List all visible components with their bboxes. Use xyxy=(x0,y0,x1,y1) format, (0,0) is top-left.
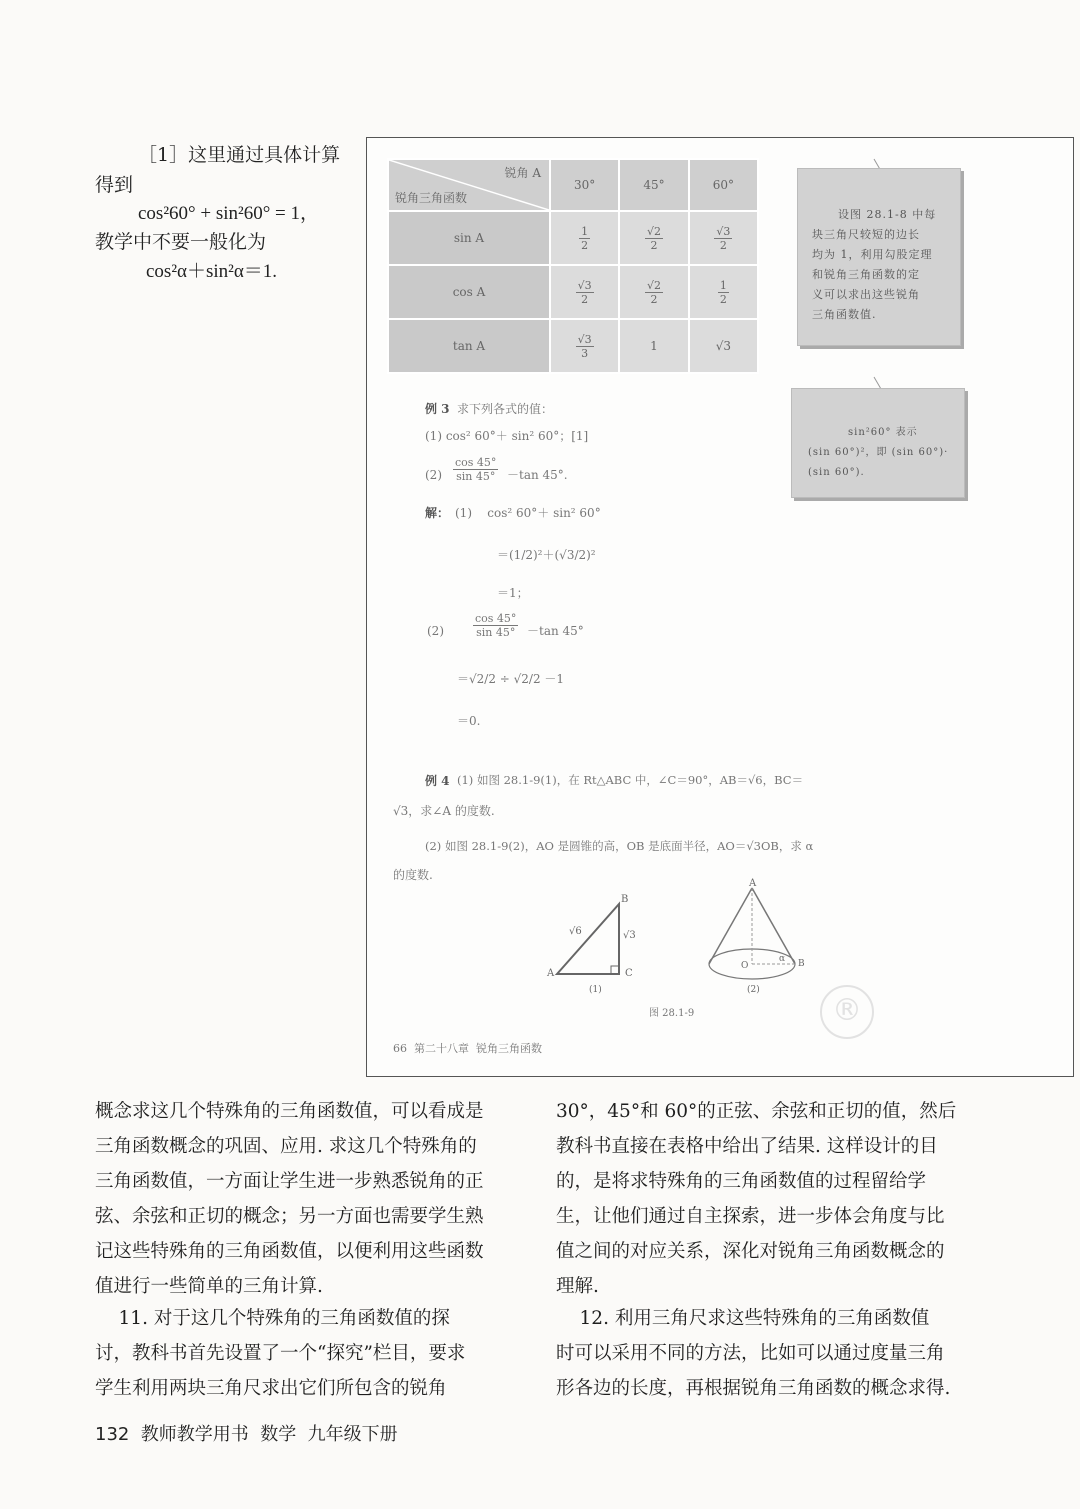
paragraph-line: 三角函数概念的巩固、应用. 求这几个特殊角的 xyxy=(95,1136,477,1157)
side-label-ab: √6 xyxy=(569,926,582,937)
example3-q2-suffix: －tan 45°. xyxy=(507,468,568,482)
paragraph-line: 学生利用两块三角尺求出它们所包含的锐角 xyxy=(95,1378,447,1399)
denominator: 2 xyxy=(719,292,727,306)
table-header-row xyxy=(388,159,758,211)
paragraph-line: 30°，45°和 60°的正弦、余弦和正切的值，然后 xyxy=(556,1101,957,1122)
table-cell xyxy=(689,265,758,319)
vertex-label-a: A xyxy=(547,968,555,979)
denominator: 3 xyxy=(581,346,589,360)
denominator: 2 xyxy=(581,292,589,306)
note-formula: cos²α＋sin²α＝1. xyxy=(146,261,278,282)
paragraph-line: 11. 对于这几个特殊角的三角函数值的探 xyxy=(95,1308,450,1329)
table-cell: 1 xyxy=(619,319,688,373)
vertex-label-b: B xyxy=(621,894,629,905)
cone-angle-label: α xyxy=(779,954,786,964)
denominator: 2 xyxy=(650,238,658,252)
example3-label: 例 3 xyxy=(425,402,450,416)
corner-top-label: 锐角 A xyxy=(504,166,541,180)
cone-edge-label: B xyxy=(798,959,805,969)
sticky-line: 和锐角三角函数的定 xyxy=(812,268,920,281)
registered-watermark-icon: ® xyxy=(820,985,874,1039)
fraction xyxy=(645,279,663,306)
example3-title: 求下列各式的值： xyxy=(457,402,554,416)
example4-line3: (2) 如图 28.1-9(2)，AO 是圆锥的高，OB 是底面半径，AO＝√3OB，求 α xyxy=(425,839,814,853)
solution1-line3: ＝1； xyxy=(497,586,529,600)
sticky-line: sin²60° 表示 xyxy=(848,427,918,438)
example4-label: 例 4 xyxy=(425,774,450,788)
paragraph-line: 生，让他们通过自主探索，进一步体会角度与比 xyxy=(556,1206,945,1227)
figure-28-1-9 xyxy=(537,876,837,996)
numerator: √2 xyxy=(646,224,661,238)
fraction xyxy=(714,225,732,252)
sticky-line: 块三角尺较短的边长 xyxy=(812,228,920,241)
solution2-fraction xyxy=(473,612,518,639)
denominator: 2 xyxy=(719,238,727,252)
note-line: ［1］这里通过具体计算 xyxy=(138,144,341,166)
right-triangle xyxy=(546,894,636,995)
paragraph-line: 教科书直接在表格中给出了结果. 这样设计的目 xyxy=(556,1136,938,1157)
paragraph-line: 12. 利用三角尺求这些特殊角的三角函数值 xyxy=(556,1308,930,1329)
function-name: sin A xyxy=(388,211,550,265)
sticky-note-square xyxy=(791,388,965,498)
figure-caption-2: (2) xyxy=(747,985,760,995)
figure-title: 图 28.1-9 xyxy=(649,1008,695,1019)
solution1-line1: (1) cos² 60°＋ sin² 60° xyxy=(455,506,601,520)
solution2-prefix: (2) xyxy=(427,624,444,638)
table-row xyxy=(388,319,758,373)
paragraph-line: 时可以采用不同的方法，比如可以通过度量三角 xyxy=(556,1343,945,1364)
numerator: 1 xyxy=(581,224,589,238)
paragraph-line: 三角函数值，一方面让学生进一步熟悉锐角的正 xyxy=(95,1171,484,1192)
fraction xyxy=(473,612,518,639)
table-row xyxy=(388,265,758,319)
table-corner-cell xyxy=(388,159,550,211)
cone xyxy=(709,878,805,995)
table-cell xyxy=(619,211,688,265)
numerator: cos 45° xyxy=(475,612,517,625)
solution2-line3: ＝0. xyxy=(457,714,481,728)
fraction xyxy=(645,225,663,252)
fraction xyxy=(579,225,590,252)
denominator: 2 xyxy=(650,292,658,306)
side-label-bc: √3 xyxy=(623,930,636,941)
cone-apex-label: A xyxy=(749,878,757,889)
figure-caption-1: (1) xyxy=(589,985,602,995)
angle-header: 30° xyxy=(550,159,619,211)
fraction xyxy=(576,333,594,360)
textbook-page-footer: 66 第二十八章 锐角三角函数 xyxy=(393,1042,542,1055)
table-cell xyxy=(619,265,688,319)
example4-line4: 的度数. xyxy=(393,868,433,882)
paragraph-line: 值之间的对应关系，深化对锐角三角函数概念的 xyxy=(556,1241,945,1262)
sticky-line: 义可以求出这些锐角 xyxy=(812,288,920,301)
page-footer: 132 教师教学用书 数学 九年级下册 xyxy=(95,1424,398,1445)
numerator: √3 xyxy=(577,332,592,346)
angle-header: 45° xyxy=(619,159,688,211)
solution1-line2: ＝(1/2)²＋(√3/2)² xyxy=(497,548,596,562)
sticky-line: (sin 60°). xyxy=(808,467,865,478)
function-name: cos A xyxy=(388,265,550,319)
fraction xyxy=(718,279,729,306)
sticky-line: 设图 28.1-8 中每 xyxy=(838,208,937,221)
example4-line1: (1) 如图 28.1-9(1)，在 Rt△ABC 中，∠C＝90°，AB＝√6，BC＝ xyxy=(457,773,804,787)
example3-q2-prefix: (2) xyxy=(425,468,442,482)
note-formula: cos²60° + sin²60° = 1， xyxy=(138,203,320,224)
paragraph-line: 形各边的长度，再根据锐角三角函数的概念求得. xyxy=(556,1378,951,1399)
sticky-note-text xyxy=(808,423,948,483)
corner-bottom-label: 锐角三角函数 xyxy=(395,191,468,205)
sticky-line: 均为 1，利用勾股定理 xyxy=(812,248,933,261)
note-line: 得到 xyxy=(95,174,134,196)
solution2-suffix: －tan 45° xyxy=(527,624,584,638)
solution-label: 解： xyxy=(425,506,450,520)
denominator: 2 xyxy=(581,238,589,252)
denominator: sin 45° xyxy=(456,470,496,483)
table-cell: √3 xyxy=(689,319,758,373)
cone-center-label: O xyxy=(741,961,749,971)
paragraph-line: 讨，教科书首先设置了一个“探究”栏目，要求 xyxy=(95,1343,466,1364)
denominator: sin 45° xyxy=(476,626,516,639)
trig-values-table xyxy=(387,158,759,374)
table-cell xyxy=(550,211,619,265)
note-line: 教学中不要一般化为 xyxy=(95,231,267,253)
fraction xyxy=(453,456,498,483)
sticky-line: (sin 60°)²，即 (sin 60°)· xyxy=(808,447,949,458)
angle-header: 60° xyxy=(689,159,758,211)
example3-q2-fraction xyxy=(453,456,498,483)
paragraph-line: 概念求这几个特殊角的三角函数值，可以看成是 xyxy=(95,1101,484,1122)
example3-q1: (1) cos² 60°＋ sin² 60°；[1] xyxy=(425,429,589,443)
vertex-label-c: C xyxy=(625,968,633,979)
numerator: √3 xyxy=(716,224,731,238)
numerator: cos 45° xyxy=(455,456,497,469)
textbook-page-image xyxy=(366,137,1074,1077)
function-name: tan A xyxy=(388,319,550,373)
numerator: √3 xyxy=(577,278,592,292)
sticky-line: 三角函数值. xyxy=(812,308,877,321)
paragraph-line: 的，是将求特殊角的三角函数值的过程留给学 xyxy=(556,1171,927,1192)
numerator: 1 xyxy=(719,278,727,292)
example4-line2: √3，求∠A 的度数. xyxy=(393,804,495,818)
paragraph-line: 理解. xyxy=(556,1276,599,1297)
solution2-line2: ＝√2/2 ÷ √2/2 －1 xyxy=(457,672,565,686)
numerator: √2 xyxy=(646,278,661,292)
table-cell xyxy=(689,211,758,265)
paragraph-line: 弦、余弦和正切的概念；另一方面也需要学生熟 xyxy=(95,1206,484,1227)
table-cell xyxy=(550,319,619,373)
paragraph-line: 值进行一些简单的三角计算. xyxy=(95,1276,323,1297)
table-row xyxy=(388,211,758,265)
sticky-note-hint xyxy=(797,168,961,346)
paragraph-line: 记这些特殊角的三角函数值，以便利用这些函数 xyxy=(95,1241,484,1262)
fraction xyxy=(576,279,594,306)
table-cell xyxy=(550,265,619,319)
sticky-note-text xyxy=(812,205,936,325)
